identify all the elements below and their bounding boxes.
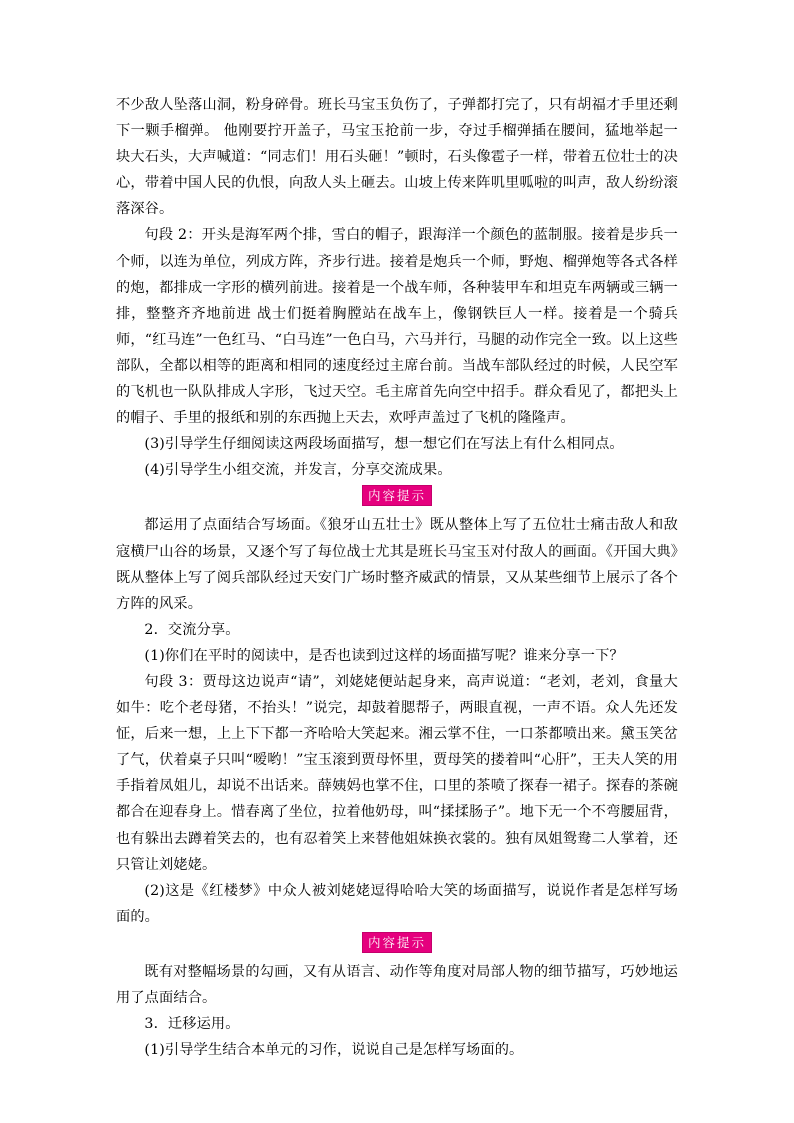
paragraph-excerpt-2: 句段 2：开头是海军两个排，雪白的帽子，跟海洋一个颜色的蓝制服。接着是步兵一个师，以连为单位，列成方阵，齐步行进。接着是炮兵一个师，野炮、榴弹炮等各式各样的炮，都排成一字形的横列前进。接着是一个战车师，各种装甲车和坦克车两辆或三辆一排，整整齐齐地前进 战士们挺着胸膛站在战车上，像钢铁巨人一样。接着是一个骑兵师，“红马连”一色红马、“白马连”一色白马，六马并行，马腿的动作完全一致。以上这些部队，全都以相等的距离和相同的速度经过主席台前。当战车部队经过的时候，人民空军的飞机也一队队排成人字形，飞过天空。毛主席首先向空中招手。群众看见了，都把头上的帽子、手里的报纸和别的东西抛上天去，欢呼声盖过了飞机的隆隆声。 — [116, 227, 678, 427]
paragraph-question-2: (2)这是《红楼梦》中众人被刘姥姥逗得哈哈大笑的场面描写，说说作者是怎样写场面的。 — [116, 882, 678, 925]
section-heading-transfer: 3．迁移运用。 — [144, 1016, 240, 1033]
paragraph-tip-answer-2: 既有对整幅场景的勾画，又有从语言、动作等角度对局部人物的细节描写，巧妙地运用了点面结合。 — [116, 963, 678, 1006]
content-tip-row-2 — [116, 932, 678, 958]
document-content — [116, 92, 678, 1063]
paragraph-instruction-3: (3)引导学生仔细阅读这两段场面描写，想一想它们在写法上有什么相同点。 — [144, 436, 624, 453]
content-tip-badge: 内容提示 — [362, 932, 432, 953]
section-heading-share: 2．交流分享。 — [144, 621, 240, 638]
paragraph-wolf-mountain-excerpt: 不少敌人坠落山洞，粉身碎骨。班长马宝玉负伤了，子弹都打完了，只有胡福才手里还剩下一颗手榴弹。 他刚要拧开盖子，马宝玉抢前一步，夺过手榴弹插在腰间，猛地举起一块大石头，大声喊道：“同志们！用石头砸！”顿时，石头像雹子一样，带着五位壮士的决心，带着中国人民的仇恨，向敌人头上砸去。山坡上传来阵叽里呱啦的叫声，敌人纷纷滚落深谷。 — [116, 97, 678, 218]
paragraph-tip-answer-1: 都运用了点面结合写场面。《狼牙山五壮士》既从整体上写了五位壮士痛击敌人和敌寇横尸山谷的场景，又逐个写了每位战士尤其是班长马宝玉对付敌人的画面。《开国大典》既从整体上写了阅兵部队经过天安门广场时整齐威武的情景，又从某些细节上展示了各个方阵的风采。 — [116, 517, 678, 612]
paragraph-question-1: (1)你们在平时的阅读中，是否也读到过这样的场面描写呢？谁来分享一下？ — [144, 647, 624, 664]
content-tip-badge: 内容提示 — [362, 485, 432, 506]
paragraph-instruction-4: (4)引导学生小组交流，并发言，分享交流成果。 — [144, 462, 452, 479]
content-tip-row-1 — [116, 485, 678, 511]
paragraph-excerpt-3: 句段 3：贾母这边说声“请”，刘姥姥便站起身来，高声说道：“老刘，老刘，食量大如牛：吃个老母猪，不抬头！”说完，却鼓着腮帮子，两眼直视，一声不语。众人先还发怔，后来一想，上上下下都一齐哈哈大笑起来。湘云掌不住，一口茶都喷出来。黛玉笑岔了气，伏着桌子只叫“嗳哟！”宝玉滚到贾母怀里，贾母笑的搂着叫“心肝”，王夫人笑的用手指着凤姐儿，却说不出话来。薛姨妈也掌不住，口里的茶喷了探春一裙子。探春的茶碗都合在迎春身上。惜春离了坐位，拉着他奶母，叫“揉揉肠子”。地下无一个不弯腰屈背，也有躲出去蹲着笑去的，也有忍着笑上来替他姐妹换衣裳的。独有凤姐鸳鸯二人掌着，还只管让刘姥姥。 — [116, 673, 678, 873]
paragraph-instruction-final: (1)引导学生结合本单元的习作，说说自己是怎样写场面的。 — [144, 1042, 524, 1059]
